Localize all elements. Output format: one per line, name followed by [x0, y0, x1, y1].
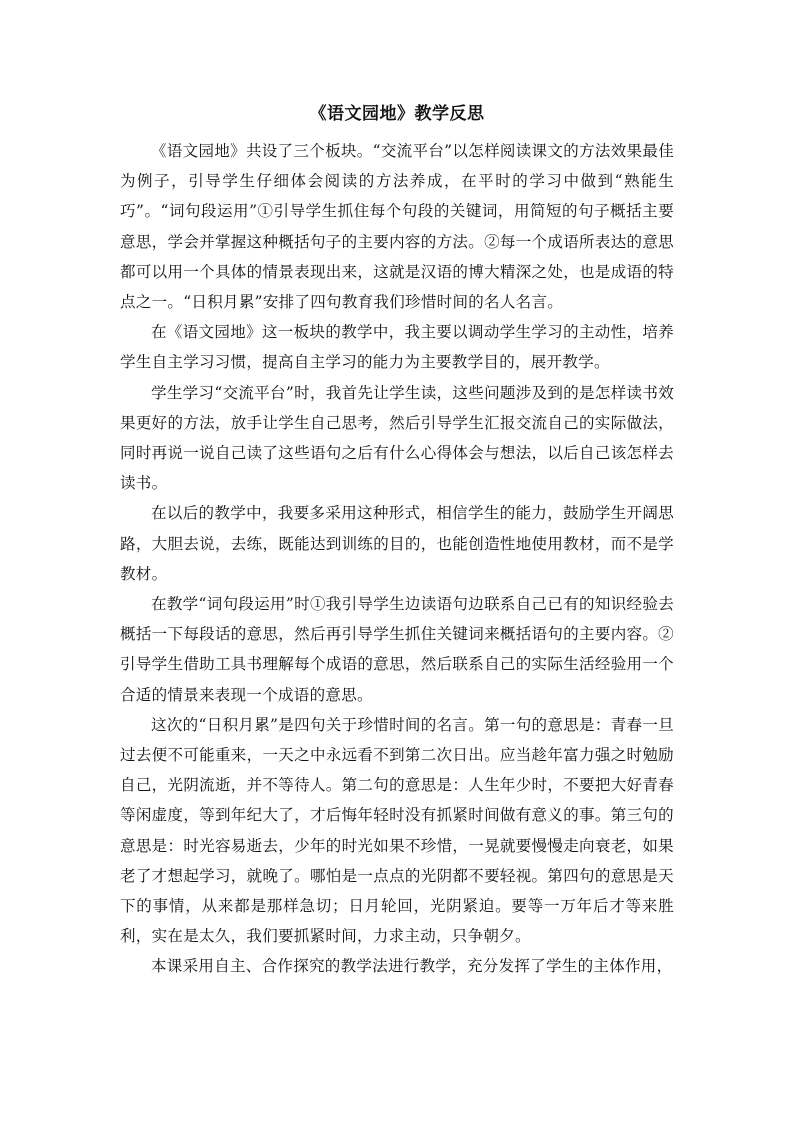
- paragraph-5: 在教学“词句段运用”时①我引导学生边读语句边联系自己已有的知识经验去概括一下每段话的意思，然后再引导学生抓住关键词来概括语句的主要内容。②引导学生借助工具书理解每个成语的意思，然后联系自己的实际生活经验用一个合适的情景来表现一个成语的意思。: [120, 595, 674, 704]
- paragraph-3: 学生学习“交流平台”时，我首先让学生读，这些问题涉及到的是怎样读书效果更好的方法，放手让学生自己思考，然后引导学生汇报交流自己的实际做法，同时再说一说自己读了这些语句之后有什么心得体会与想法，以后自己该怎样去读书。: [120, 383, 674, 493]
- document-page: [120, 100, 674, 982]
- paragraph-2: 在《语文园地》这一板块的教学中，我主要以调动学生学习的主动性，培养学生自主学习习惯，提高自主学习的能力为主要教学目的，展开教学。: [120, 323, 674, 372]
- paragraph-7: 本课采用自主、合作探究的教学法进行教学，充分发挥了学生的主体作用，: [151, 957, 673, 976]
- paragraph-6: 这次的“日积月累”是四句关于珍惜时间的名言。第一句的意思是：青春一旦过去便不可能重来，一天之中永远看不到第二次日出。应当趁年富力强之时勉励自己，光阴流逝，并不等待人。第二句的意思是：人生年少时，不要把大好青春等闲虚度，等到年纪大了，才后悔年轻时没有抓紧时间做有意义的事。第三句的意思是：时光容易逝去，少年的时光如果不珍惜，一晃就要慢慢走向衰老，如果老了才想起学习，就晚了。哪怕是一点点的光阴都不要轻视。第四句的意思是天下的事情，从来都是那样急切；日月轮回，光阴紧迫。要等一万年后才等来胜利，实在是太久，我们要抓紧时间，力求主动，只争朝夕。: [120, 715, 674, 946]
- paragraph-4: 在以后的教学中，我要多采用这种形式，相信学生的能力，鼓励学生开阔思路，大胆去说，去练，既能达到训练的目的，也能创造性地使用教材，而不是学教材。: [120, 504, 674, 583]
- document-title: 《语文园地》教学反思: [309, 104, 485, 124]
- paragraph-1: 《语文园地》共设了三个板块。“交流平台”以怎样阅读课文的方法效果最佳为例子，引导学生仔细体会阅读的方法养成，在平时的学习中做到“熟能生巧”。“词句段运用”①引导学生抓住每个句段的关键词，用简短的句子概括主要意思，学会并掌握这种概括句子的主要内容的方法。②每一个成语所表达的意思都可以用一个具体的情景表现出来，这就是汉语的博大精深之处，也是成语的特点之一。“日积月累”安排了四句教育我们珍惜时间的名人名言。: [120, 142, 674, 312]
